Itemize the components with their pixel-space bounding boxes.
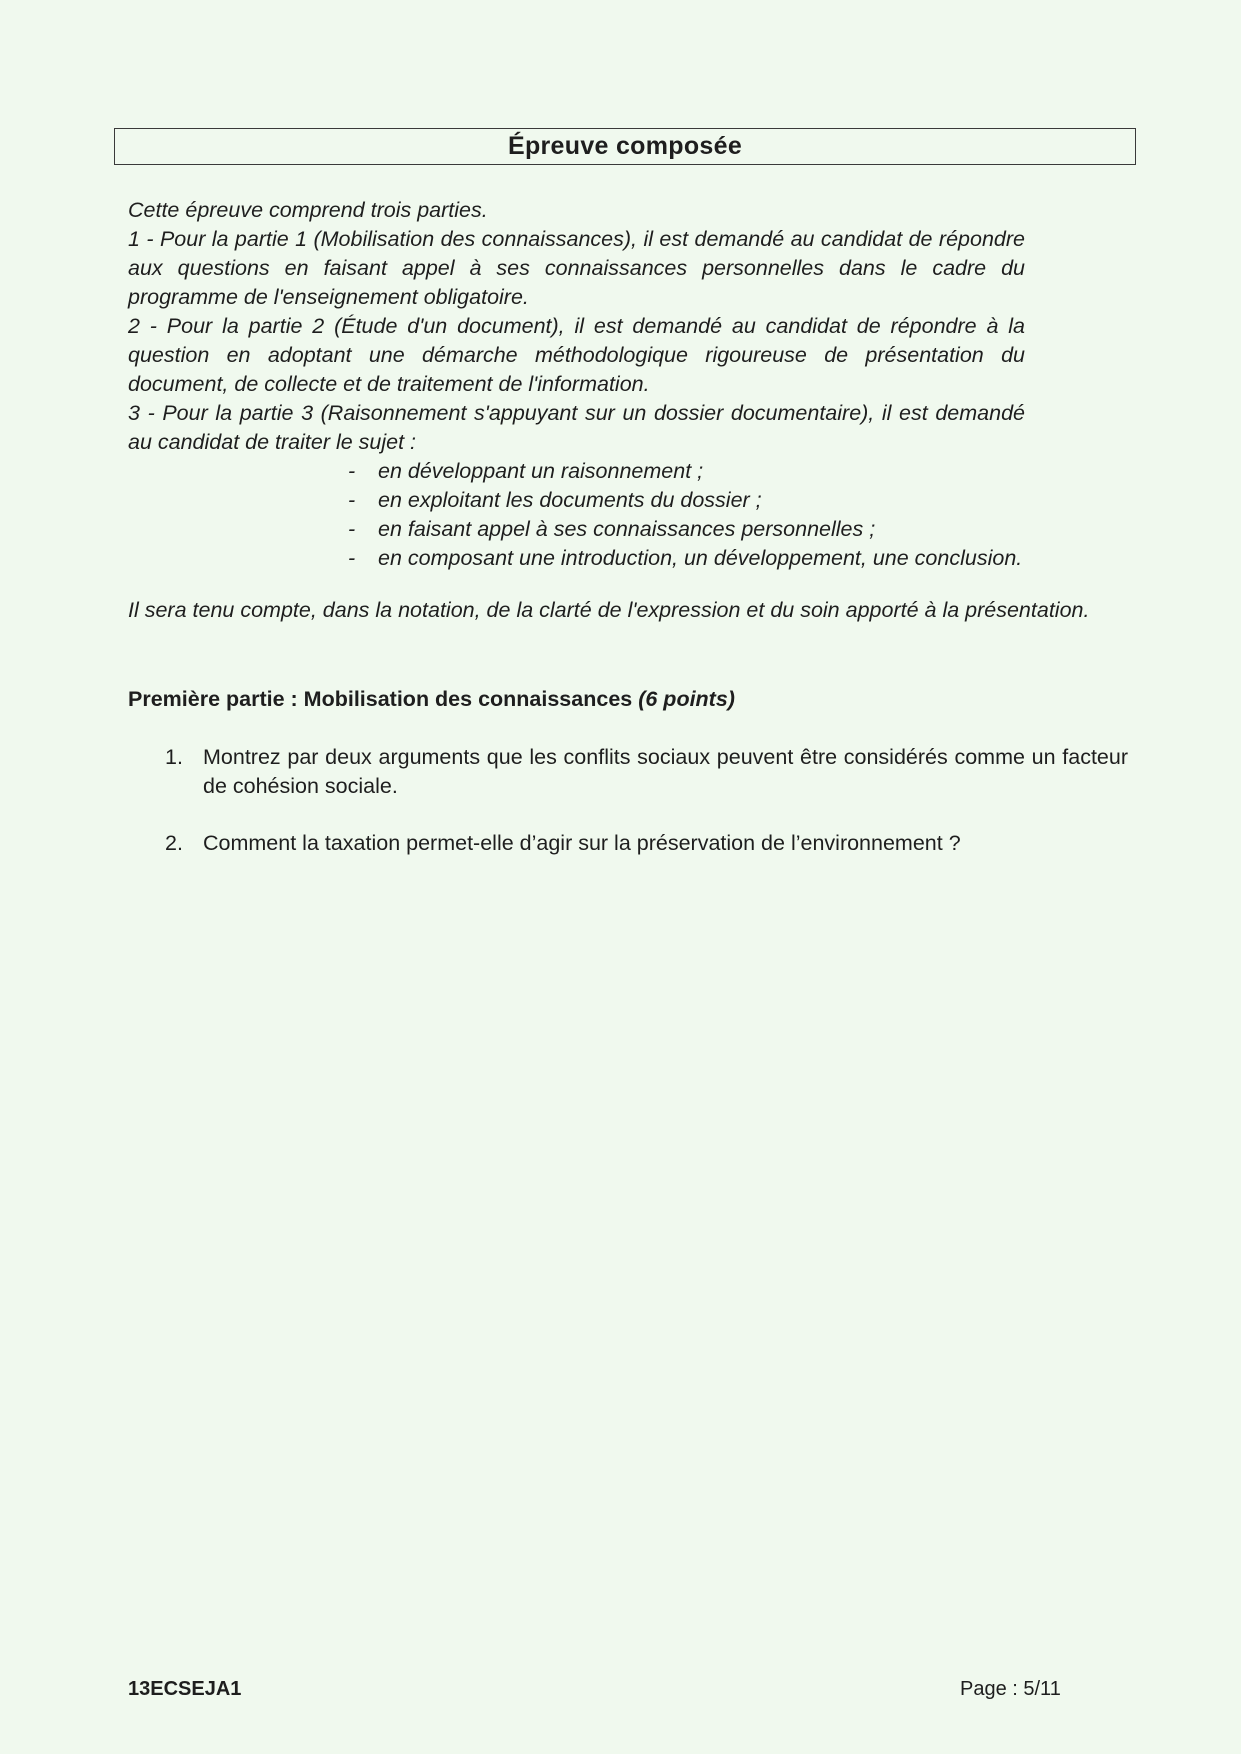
footer-exam-code: 13ECSEJA1 bbox=[128, 1678, 242, 1700]
bullet-text: en composant une introduction, un développement, une conclusion. bbox=[378, 546, 1023, 570]
bullet-item bbox=[348, 486, 1128, 515]
bullet-text: en développant un raisonnement ; bbox=[378, 459, 704, 483]
part-1-instruction: 1 - Pour la partie 1 (Mobilisation des connaissances), il est demandé au candidat de répondre aux questions en faisant appel à ses connaissances personnelles dans le cadre du programme de l'enseignement obligatoire. bbox=[128, 227, 1025, 309]
part-3-instruction: 3 - Pour la partie 3 (Raisonnement s'appuyant sur un dossier documentaire), il est demandé au candidat de traiter le sujet : bbox=[128, 401, 1025, 454]
bullet-dash: - bbox=[348, 546, 356, 570]
instructions-block bbox=[128, 196, 1128, 573]
notation-note: Il sera tenu compte, dans la notation, de la clarté de l'expression et du soin apporté à la présentation. bbox=[128, 598, 1090, 622]
bullet-item bbox=[348, 457, 1128, 486]
question-number: 1. bbox=[165, 745, 183, 769]
title-box bbox=[114, 128, 1136, 165]
section-points: (6 points) bbox=[638, 687, 735, 711]
footer-page-number: Page : 5/11 bbox=[960, 1678, 1061, 1700]
section-heading-text: Première partie : Mobilisation des connaissances bbox=[128, 687, 633, 711]
question-list bbox=[128, 743, 1128, 858]
bullet-text: en faisant appel à ses connaissances personnelles ; bbox=[378, 517, 876, 541]
part-3-bullet-list bbox=[128, 457, 1128, 573]
part-2-instruction: 2 - Pour la partie 2 (Étude d'un document), il est demandé au candidat de répondre à la question en adoptant une démarche méthodologique rigoureuse de présentation du document, de collecte et de traitement de l'information. bbox=[128, 314, 1025, 396]
bullet-dash: - bbox=[348, 488, 356, 512]
question-item bbox=[128, 743, 1128, 801]
question-item bbox=[128, 829, 1128, 858]
bullet-item bbox=[348, 515, 1128, 544]
bullet-dash: - bbox=[348, 459, 356, 483]
bullet-item bbox=[348, 544, 1128, 573]
bullet-text: en exploitant les documents du dossier ; bbox=[378, 488, 762, 512]
bullet-dash: - bbox=[348, 517, 356, 541]
question-number: 2. bbox=[165, 831, 183, 855]
section-heading bbox=[128, 685, 735, 714]
question-text: Montrez par deux arguments que les conflits sociaux peuvent être considérés comme un facteur de cohésion sociale. bbox=[203, 745, 1128, 798]
page-title: Épreuve composée bbox=[507, 132, 743, 160]
question-text: Comment la taxation permet-elle d’agir sur la préservation de l’environnement ? bbox=[203, 831, 961, 855]
instructions-lead: Cette épreuve comprend trois parties. bbox=[128, 198, 488, 222]
